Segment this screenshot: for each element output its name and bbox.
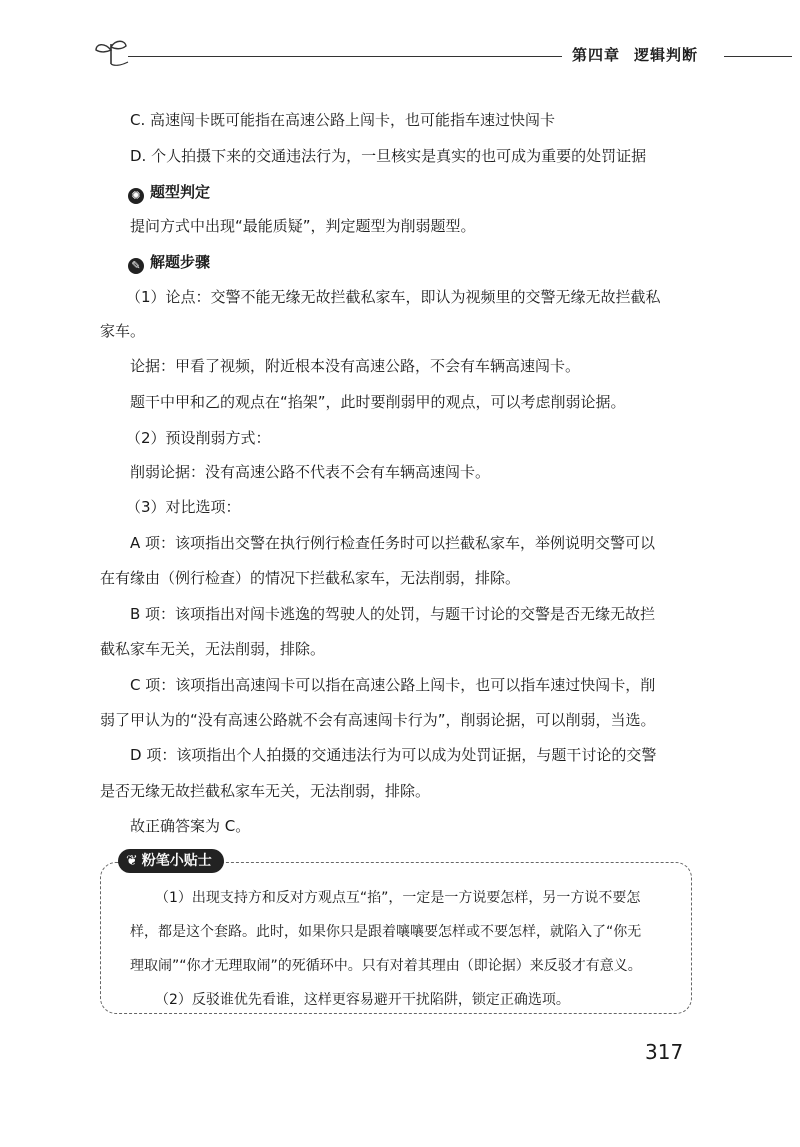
step-line: 在有缘由（例行检查）的情况下拦截私家车，无法削弱，排除。 [100,569,521,587]
step-line: 弱了甲认为的“没有高速公路就不会有高速闯卡行为”，削弱论据，可以削弱，当选。 [100,711,656,729]
step-line: （3）对比选项： [126,498,241,516]
step-line: 削弱论据：没有高速公路不代表不会有车辆高速闯卡。 [130,463,491,481]
type-heading-text: 题型判定 [150,183,211,201]
answer-line: 故正确答案为 C。 [130,817,251,835]
tip-line: （2）反驳谁优先看谁，这样更容易避开干扰陷阱，锁定正确选项。 [155,992,570,1008]
chapter-label: 第四章 [572,46,621,64]
tip-line: 样，都是这个套路。此时，如果你只是跟着嚷嚷要怎样或不要怎样，就陷入了“你无 [130,924,642,940]
tips-title: 粉笔小贴士 [141,853,212,869]
step-line: （1）论点：交警不能无缘无故拦截私家车，即认为视频里的交警无缘无故拦截私 [126,288,661,306]
running-header [92,36,792,76]
header-rule-right [724,56,792,57]
leaf-icon: ❦ [126,853,138,869]
tip-line: （1）出现支持方和反对方观点互“掐”，一定是一方说要怎样，另一方说不要怎 [155,890,641,906]
option-c: C. 高速闯卡既可能指在高速公路上闯卡，也可能指车速过快闯卡 [130,111,556,129]
sprout-icon [92,36,130,68]
pen-icon: ✎ [128,258,144,274]
step-line: 家车。 [100,322,146,340]
option-d: D. 个人拍摄下来的交通违法行为，一旦核实是真实的也可成为重要的处罚证据 [130,147,647,165]
type-heading [128,182,210,204]
step-line: 题干中甲和乙的观点在“掐架”，此时要削弱甲的观点，可以考虑削弱论据。 [130,393,626,411]
page-number: 317 [645,1040,684,1064]
step-line: D 项：该项指出个人拍摄的交通违法行为可以成为处罚证据，与题干讨论的交警 [130,746,657,764]
section-label: 逻辑判断 [634,46,699,64]
step-line: 是否无缘无故拦截私家车无关，无法削弱，排除。 [100,782,431,800]
step-line: 截私家车无关，无法削弱，排除。 [100,640,326,658]
type-text: 提问方式中出现“最能质疑”，判定题型为削弱题型。 [130,217,476,235]
tips-badge [118,849,224,873]
tip-line: 理取闹”“你才无理取闹”的死循环中。只有对着其理由（即论据）来反驳才有意义。 [130,958,642,974]
steps-heading-text: 解题步骤 [150,253,211,271]
header-rule-left [128,56,612,57]
step-line: （2）预设削弱方式： [126,429,271,447]
step-line: C 项：该项指出高速闯卡可以指在高速公路上闯卡，也可以指车速过快闯卡，削 [130,676,656,694]
step-line: B 项：该项指出对闯卡逃逸的驾驶人的处罚，与题干讨论的交警是否无缘无故拦 [130,605,656,623]
chapter-title [562,44,704,65]
step-line: A 项：该项指出交警在执行例行检查任务时可以拦截私家车，举例说明交警可以 [130,534,656,552]
steps-heading [128,252,210,274]
step-line: 论据：甲看了视频，附近根本没有高速公路，不会有车辆高速闯卡。 [130,357,581,375]
gear-icon: ✺ [128,188,144,204]
